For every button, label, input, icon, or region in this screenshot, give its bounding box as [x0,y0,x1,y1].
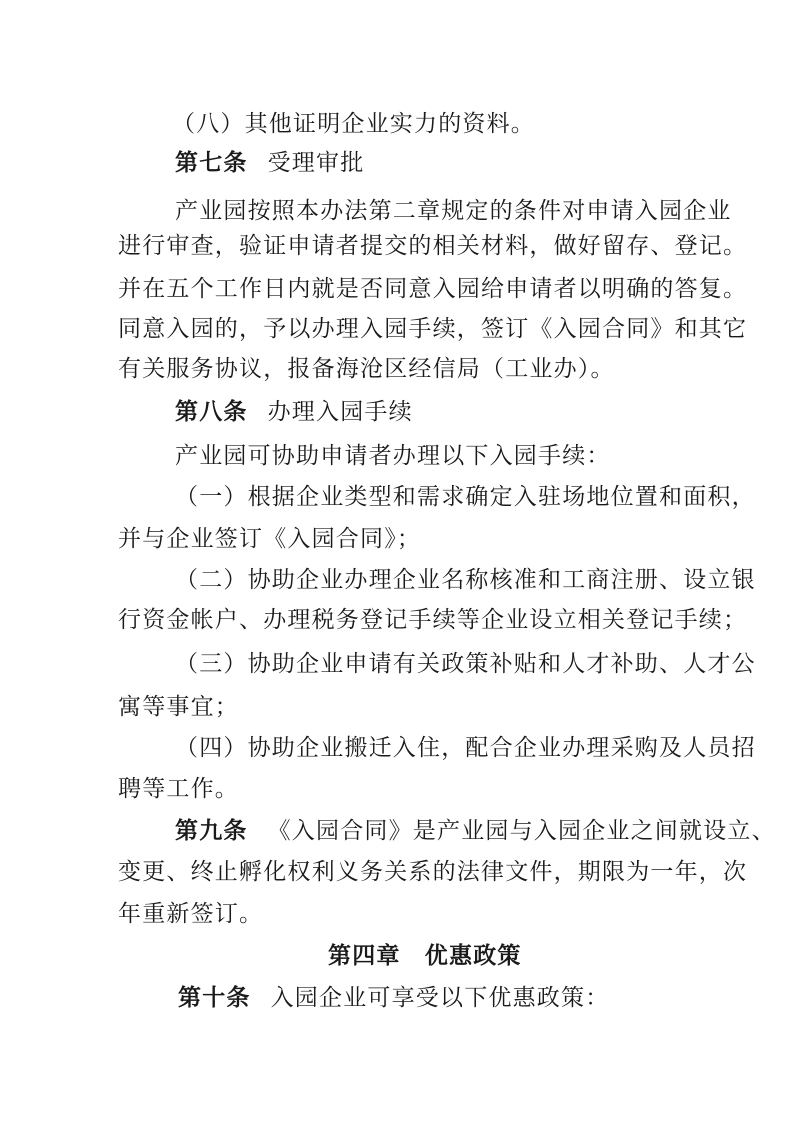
text-line: （一）根据企业类型和需求确定入驻场地位置和面积， [175,484,756,510]
text-line: 产业园可协助申请者办理以下入园手续： [175,443,611,469]
text-line: 同意入园的，予以办理入园手续，签订《入园合同》和其它 [118,316,748,342]
article-number: 第八条 [175,399,248,425]
article-8-heading [175,398,413,426]
article-number: 第十条 [178,985,251,1011]
article-10-line [178,984,609,1012]
text-line: （八）其他证明企业实力的资料。 [172,111,535,137]
article-number: 第七条 [175,150,248,176]
text-line: （四）协助企业搬迁入住，配合企业办理采购及人员招 [175,735,756,761]
text-line: 产业园按照本办法第二章规定的条件对申请入园企业 [175,198,732,224]
text-line: 并在五个工作日内就是否同意入园给申请者以明确的答复。 [118,276,748,302]
article-7-heading [175,149,364,177]
article-title: 办理入园手续 [267,399,413,425]
text-line: 并与企业签订《入园合同》； [118,526,422,552]
article-text: 《入园合同》是产业园与入园企业之间就设立、 [267,818,776,844]
text-line: 聘等工作。 [118,776,239,802]
text-line: 进行审查，验证申请者提交的相关材料，做好留存、登记。 [118,233,748,259]
article-title: 受理审批 [267,150,365,176]
article-9-line [175,817,776,845]
text-line: 行资金帐户、办理税务登记手续等企业设立相关登记手续； [118,607,748,633]
text-line: （三）协助企业申请有关政策补贴和人才补助、人才公 [175,651,756,677]
text-line: 变更、终止孵化权利义务关系的法律文件，期限为一年，次 [118,859,748,885]
text-line: （二）协助企业办理企业名称核准和工商注册、设立银 [175,567,756,593]
text-line: 有关服务协议，报备海沧区经信局（工业办）。 [118,356,615,382]
article-number: 第九条 [175,818,248,844]
text-line: 寓等事宜； [118,694,239,720]
article-text: 入园企业可享受以下优惠政策： [270,985,610,1011]
chapter-4-title: 第四章 优惠政策 [328,943,522,969]
text-line: 年重新签订。 [118,901,264,927]
